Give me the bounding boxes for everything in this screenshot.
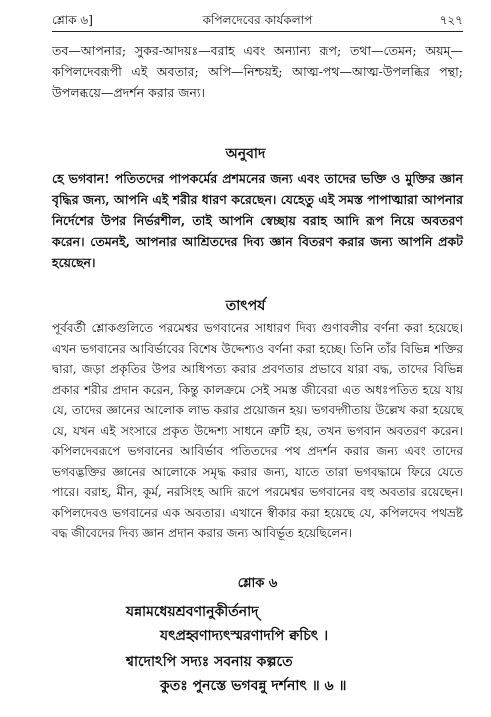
verse-label: শ্লোক ৬ [237, 576, 278, 591]
header-verse-ref: শ্লোক ৬] [52, 13, 93, 27]
header-divider [52, 31, 463, 32]
verse-line: শ্বাদোঽপি সদ্যঃ সবনায় কল্পতে [126, 654, 293, 670]
translation-paragraph: হে ভগবান! পতিতদের পাপকর্মের প্রশমনের জন্য এবং তাদের ভক্তি ও মুক্তির জ্ঞান বৃদ্ধির জন্য, আপনি এই শরীর ধারণ করেছেন। যেহেতু এই সমস্ত পাপাত্মারা আপনার নির্দেশের উপর নির্ভরশীল, তাই আপনি স্বেচ্ছায় বরাহ আদি রূপ নিয়ে অবতরণ করেন। তেমনই, আপনার আশ্রিতদের দিব্য জ্ঞান বিতরণ করার জন্য আপনি প্রকট হয়েছেন। [52, 171, 463, 270]
synonyms-paragraph: তব—আপনার; সুকর-আদয়ঃ—বরাহ এবং অন্যান্য রূপ; তথা—তেমন; অয়ম্—কপিলদেবরূপী এই অবতার; অপি—নিশ্চয়ই; আত্ম-পথ—আত্ম-উপলব্ধির পন্থা; উপলব্ধয়ে—প্রদর্শন করার জন্য। [52, 43, 463, 100]
purport-heading: তাৎপর্য [225, 298, 266, 314]
verse-line: যৎপ্রহ্বণাদ্যৎস্মরণাদপি ক্বচিৎ । [160, 628, 329, 644]
purport-paragraph: পূর্ববর্তী শ্লোকগুলিতে পরমেশ্বর ভগবানের সাধারণ দিব্য গুণাবলীর বর্ণনা করা হয়েছে। এখন ভগবানের আবির্ভাবের বিশেষ উদ্দেশ্যও বর্ণনা করা হচ্ছে। তিনি তাঁর বিভিন্ন শক্তির দ্বারা, জড়া প্রকৃতির উপর আধিপত্য করার প্রবণতার প্রভাবে যারা বদ্ধ, তাদের বিভিন্ন প্রকার শরীর প্রদান করেন, কিন্তু কালক্রমে সেই সমস্ত জীবেরা এত অধঃপতিত হয়ে যায় যে, তাদের জ্ঞানের আলোক লাভ করার প্রয়োজন হয়। ভগবদ্গীতায় উল্লেখ করা হয়েছে যে, যখন এই সংসারে প্রকৃত উদ্দেশ্য সাধনে ত্রুটি হয়, তখন ভগবান অবতরণ করেন। কপিলদেবরূপে ভগবানের আবির্ভাব পতিতদের পথ প্রদর্শন করার জন্য এবং তাদের ভগবদ্ভক্তির জ্ঞানের আলোকে সমৃদ্ধ করার জন্য, যাতে তারা ভগবদ্ধামে ফিরে যেতে পারে। বরাহ, মীন, কূর্ম, নরসিংহ আদি রূপে পরমেশ্বর ভগবানের বহু অবতার রয়েছেন। কপিলদেবও ভগবানের এক অবতার। এখানে স্বীকার করা হয়েছে যে, কপিলদেব পথভ্রষ্ট বদ্ধ জীবেদের দিব্য জ্ঞান প্রদান করার জন্য আবির্ভূত হয়েছিলেন। [52, 321, 463, 540]
page-header [52, 8, 463, 30]
verse-line: কুতঃ পুনস্তে ভগবন্নু দর্শনাৎ ॥ ৬ ॥ [160, 678, 347, 694]
header-chapter-title: কপিলদেবের কার্যকলাপ [202, 13, 313, 27]
verse-line: যন্নামধেয়শ্রবণানুকীর্তনাদ্ [126, 604, 259, 620]
page-number: ৭২৭ [439, 13, 463, 27]
translation-heading: অনুবাদ [225, 146, 266, 162]
